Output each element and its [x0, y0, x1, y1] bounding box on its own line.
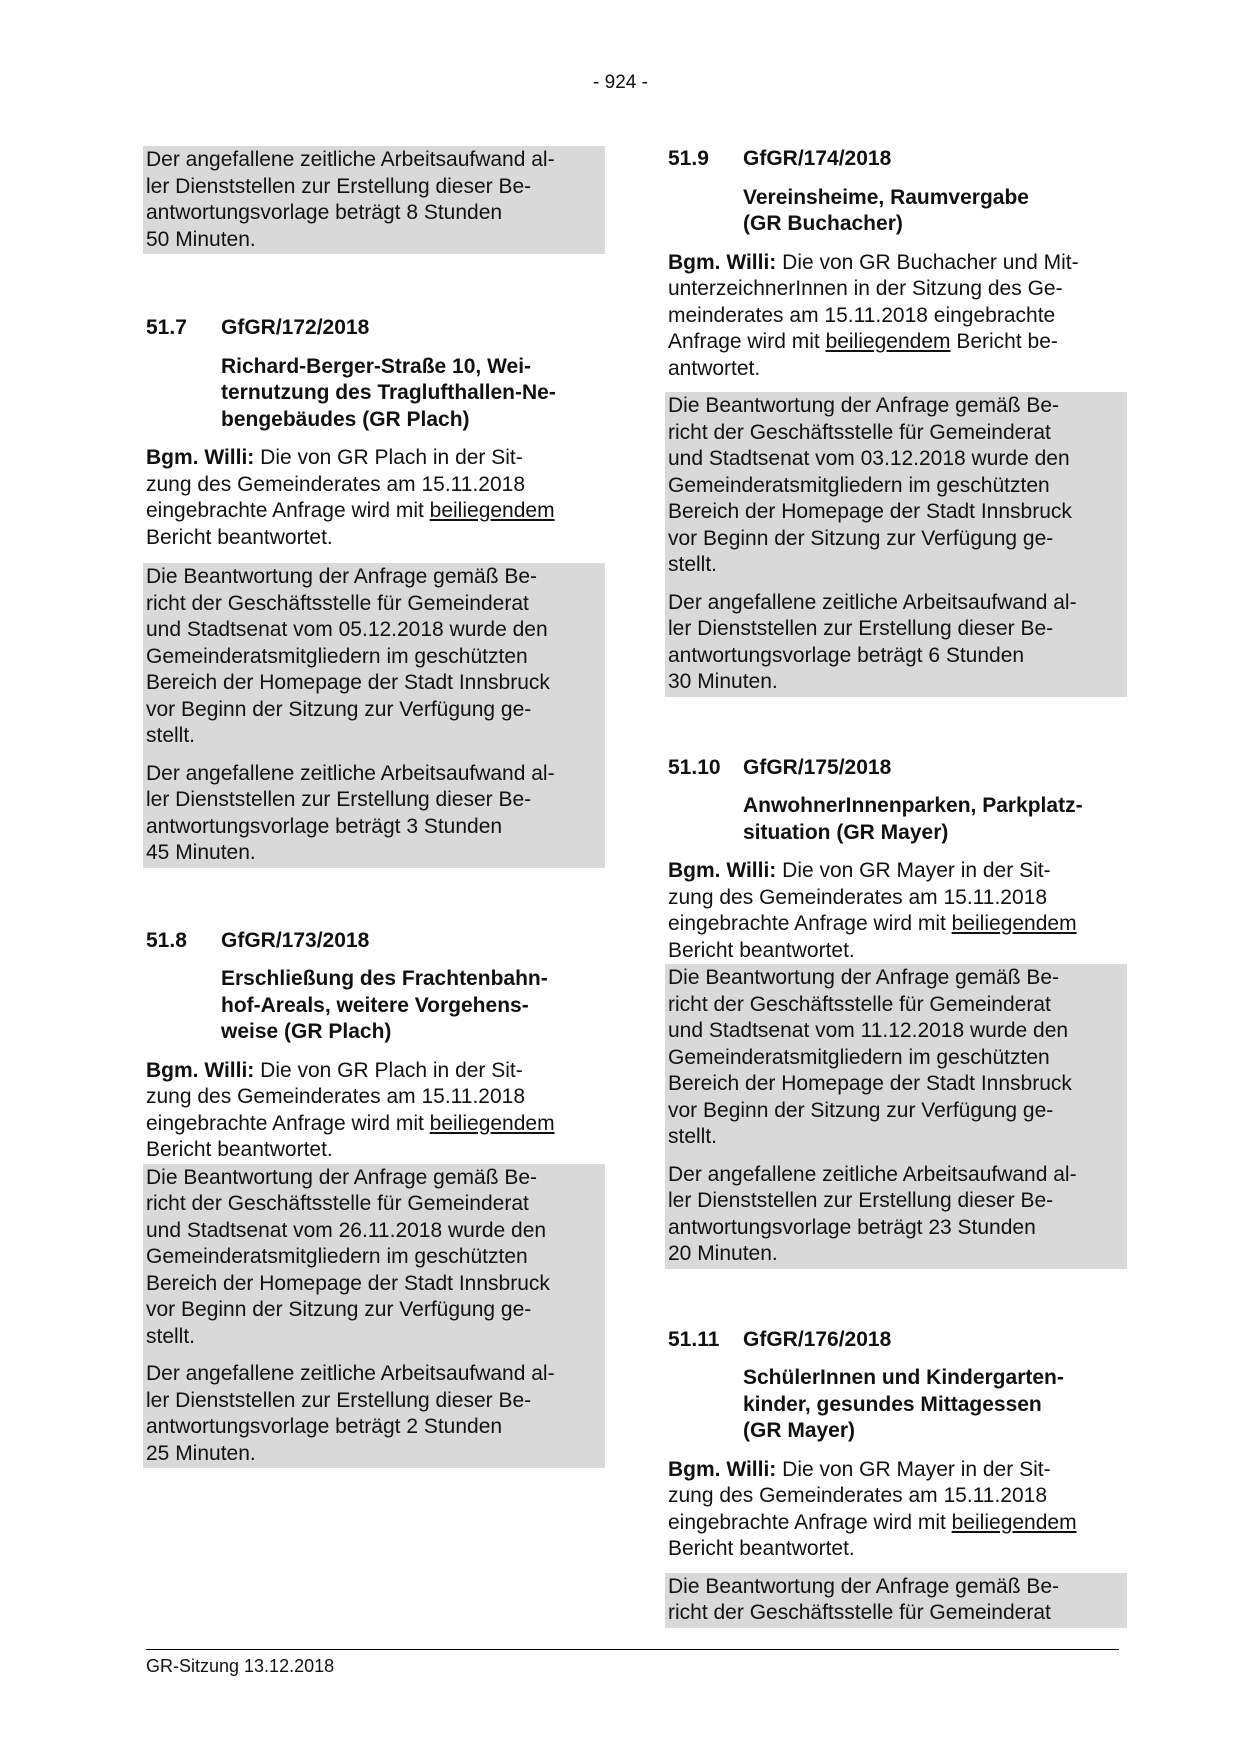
speaker-name: Bgm. Willi: — [668, 1457, 777, 1481]
mayor-statement — [668, 1457, 1124, 1563]
speaker-name: Bgm. Willi: — [146, 446, 255, 469]
statement-text-end: Bericht beantwortet. — [668, 1537, 855, 1560]
statement-text: Die von GR Mayer in der Sit- zung des Gemeinderates am 15.11.2018 eingebrachte Anfrage wird mit — [668, 1457, 1051, 1534]
answer-text: Die Beantwortung der Anfrage gemäß Be- richt der Geschäftsstelle für Gemeinderat und Stadtsenat vom 11.12.2018 wurde den Gemeinderatsmitgliedern im geschützten Bereich der Homepage der Stadt Innsbruck vor Beginn der Sitzung zur Verfügung ge- stellt. — [668, 966, 1072, 1148]
item-subject: Richard-Berger-Straße 10, Wei- ternutzung des Traglufthallen-Ne- bengebäudes (GR Plach) — [221, 354, 556, 431]
underlined-word: beiliegendem — [429, 499, 555, 522]
agenda-item-51-9 — [668, 146, 1124, 697]
item-number: 51.8 — [146, 928, 187, 952]
statement-text-end: Bericht beantwortet. — [146, 525, 333, 549]
item-code: GfGR/175/2018 — [743, 755, 892, 779]
statement-text-end: Bericht be- antwortet. — [668, 330, 1058, 380]
answer-box — [665, 964, 1127, 1269]
item-heading — [668, 755, 1124, 782]
item-heading — [668, 146, 1124, 173]
agenda-item-51-7 — [146, 315, 602, 868]
agenda-item-51-8 — [146, 928, 602, 1469]
left-column — [146, 146, 602, 1468]
mayor-statement — [146, 445, 602, 551]
answer-text: Die Beantwortung der Anfrage gemäß Be- richt der Geschäftsstelle für Gemeinderat und Stadtsenat vom 05.12.2018 wurde den Gemeinderatsmitgliedern im geschützten Bereich der Homepage der Stadt Innsbruck vor Beginn der Sitzung zur Verfügung ge- stellt. — [146, 565, 550, 747]
item-code: GfGR/174/2018 — [743, 147, 892, 170]
statement-text: Die von GR Mayer in der Sit- zung des Gemeinderates am 15.11.2018 eingebrachte Anfrage wird mit — [668, 859, 1051, 935]
speaker-name: Bgm. Willi: — [668, 859, 777, 882]
statement-text: Die von GR Plach in der Sit- zung des Gemeinderates am 15.11.2018 eingebrachte Anfrage wird mit — [146, 1058, 526, 1135]
effort-text: Der angefallene zeitliche Arbeitsaufwand al- ler Dienststellen zur Erstellung dieser Be- antwortungsvorlage beträgt 3 Stunden 45 Minuten. — [146, 761, 555, 864]
answer-box — [143, 563, 605, 868]
item-heading — [668, 1327, 1124, 1354]
footer-divider — [146, 1649, 1119, 1650]
item-heading — [146, 928, 602, 955]
answer-text: Die Beantwortung der Anfrage gemäß Be- richt der Geschäftsstelle für Gemeinderat — [668, 1574, 1060, 1624]
item-code: GfGR/176/2018 — [743, 1327, 892, 1351]
page-number: - 924 - — [593, 72, 648, 93]
item-number: 51.10 — [668, 755, 721, 779]
statement-text: Die von GR Plach in der Sit- zung des Gemeinderates am 15.11.2018 eingebrachte Anfrage wird mit — [146, 446, 526, 522]
underlined-word: beiliegendem — [951, 1510, 1077, 1534]
item-subject: AnwohnerInnenparken, Parkplatz- situation (GR Mayer) — [743, 794, 1083, 844]
statement-text-end: Bericht beantwortet. — [146, 1138, 333, 1161]
effort-text — [146, 147, 603, 253]
item-code: GfGR/173/2018 — [221, 928, 370, 952]
agenda-item-51-11 — [668, 1327, 1124, 1628]
right-column — [668, 146, 1124, 1628]
effort-box — [143, 146, 605, 254]
speaker-name: Bgm. Willi: — [146, 1058, 255, 1082]
answer-text: Die Beantwortung der Anfrage gemäß Be- richt der Geschäftsstelle für Gemeinderat und Stadtsenat vom 03.12.2018 wurde den Gemeinderatsmitgliedern im geschützten Bereich der Homepage der Stadt Innsbruck vor Beginn der Sitzung zur Verfügung ge- stellt. — [668, 394, 1072, 576]
item-subject: Erschließung des Frachtenbahn- hof-Areals, weitere Vorgehens- weise (GR Plach) — [221, 967, 548, 1043]
speaker-name: Bgm. Willi: — [668, 250, 777, 274]
answer-box — [665, 1573, 1127, 1628]
underlined-word: beiliegendem — [429, 1111, 555, 1135]
item-number: 51.11 — [668, 1327, 720, 1351]
statement-text-end: Bericht beantwortet. — [668, 938, 855, 962]
answer-box — [665, 392, 1127, 697]
underlined-word: beiliegendem — [825, 330, 951, 353]
item-subject: SchülerInnen und Kindergarten- kinder, gesundes Mittagessen (GR Mayer) — [743, 1366, 1064, 1442]
effort-text-content: Der angefallene zeitliche Arbeitsaufwand al- ler Dienststellen zur Erstellung dieser Be- antwortungsvorlage beträgt 8 Stunden 50 Minuten. — [146, 148, 555, 251]
item-heading — [146, 315, 602, 342]
item-number: 51.9 — [668, 147, 709, 170]
mayor-statement — [146, 1058, 602, 1164]
footer-text: GR-Sitzung 13.12.2018 — [146, 1656, 335, 1676]
item-subject: Vereinsheime, Raumvergabe (GR Buchacher) — [743, 185, 1029, 235]
item-number: 51.7 — [146, 316, 187, 339]
item-code: GfGR/172/2018 — [221, 316, 370, 339]
underlined-word: beiliegendem — [951, 912, 1077, 935]
answer-text: Die Beantwortung der Anfrage gemäß Be- richt der Geschäftsstelle für Gemeinderat und Stadtsenat vom 26.11.2018 wurde den Gemeinderatsmitgliedern im geschützten Bereich der Homepage der Stadt Innsbruck vor Beginn der Sitzung zur Verfügung ge- stellt. — [146, 1165, 550, 1348]
effort-text: Der angefallene zeitliche Arbeitsaufwand al- ler Dienststellen zur Erstellung dieser Be- antwortungsvorlage beträgt 23 Stunden 20 Minuten. — [668, 1162, 1077, 1265]
answer-box — [143, 1164, 605, 1469]
agenda-item-51-10 — [668, 755, 1124, 1269]
statement-text: Die von GR Buchacher und Mit- unterzeichnerInnen in der Sitzung des Ge- meinderates am 15.11.2018 eingebrachte Anfrage wird mit — [668, 250, 1079, 353]
effort-text: Der angefallene zeitliche Arbeitsaufwand al- ler Dienststellen zur Erstellung dieser Be- antwortungsvorlage beträgt 6 Stunden 30 Minuten. — [668, 590, 1077, 693]
effort-text: Der angefallene zeitliche Arbeitsaufwand al- ler Dienststellen zur Erstellung dieser Be- antwortungsvorlage beträgt 2 Stunden 25 Minuten. — [146, 1362, 555, 1465]
mayor-statement — [668, 858, 1124, 964]
mayor-statement — [668, 250, 1124, 383]
